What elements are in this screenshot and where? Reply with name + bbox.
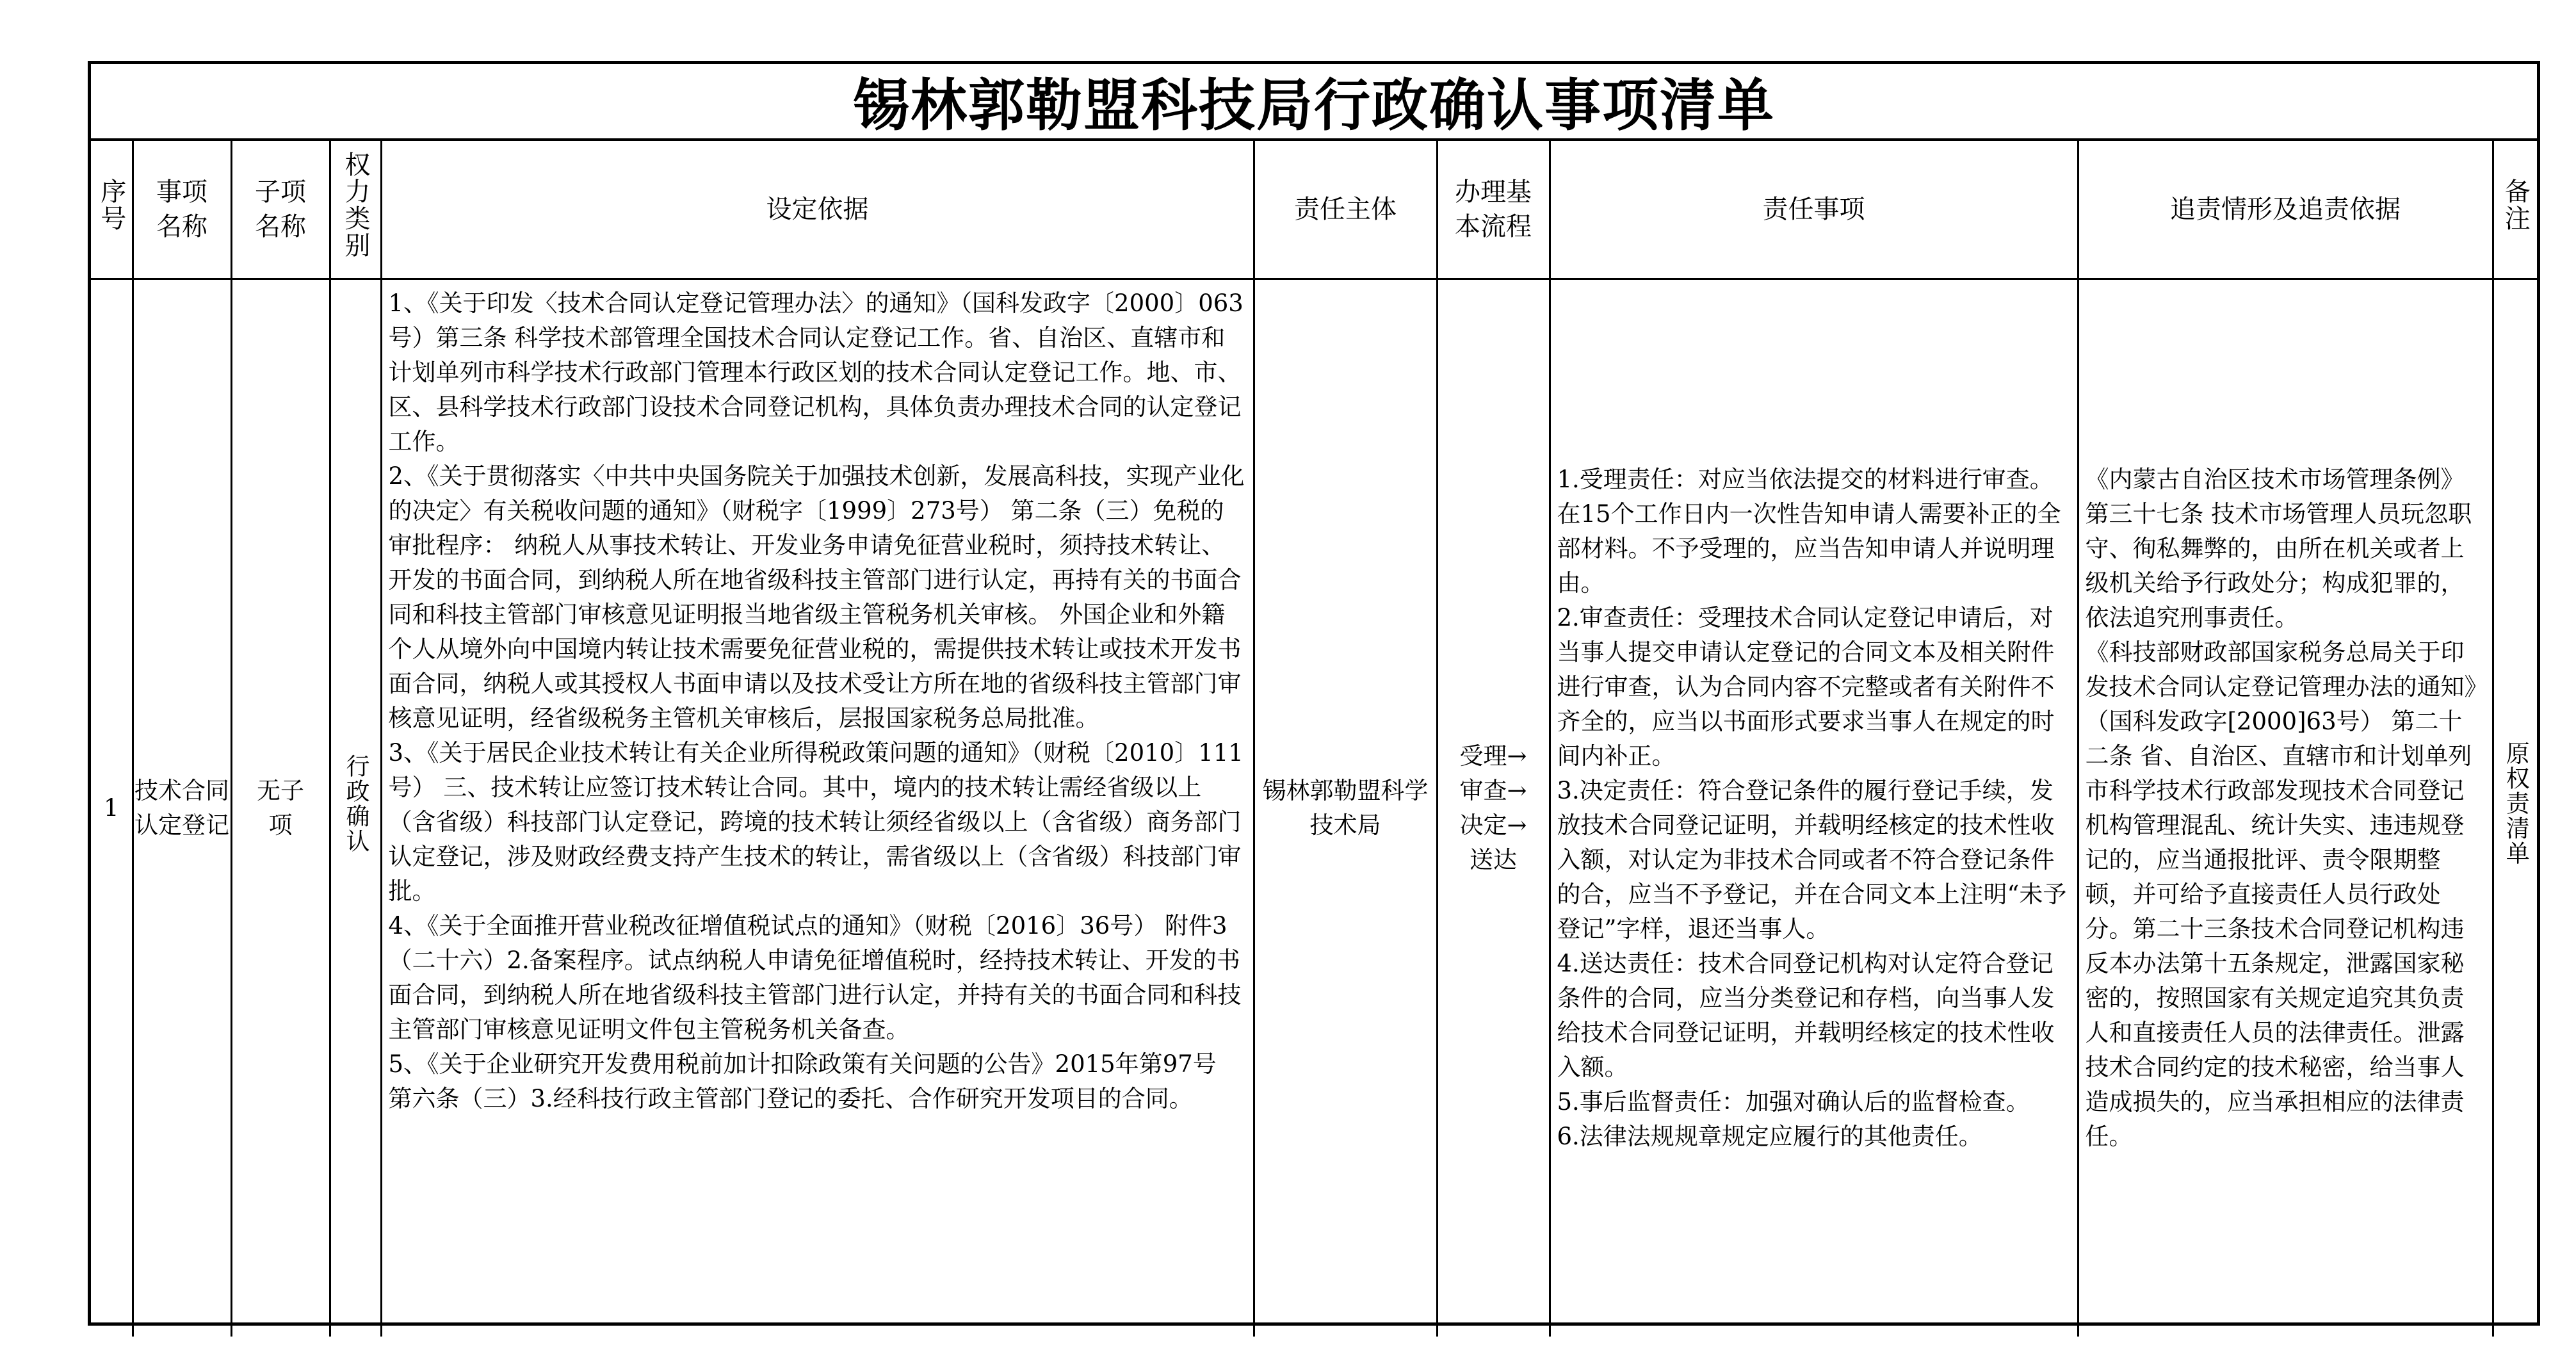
- header-sub-item: 子项名称: [231, 141, 330, 279]
- cell-seq: 1: [91, 279, 133, 1337]
- cell-subject: 锡林郭勒盟科学技术局: [1254, 279, 1437, 1337]
- header-power-type: 权力类别: [330, 141, 381, 279]
- cell-process: 受理→审查→决定→送达: [1437, 279, 1550, 1337]
- page-title: 锡林郭勒盟科技局行政确认事项清单: [91, 64, 2537, 141]
- header-seq: 序号: [91, 141, 133, 279]
- cell-basis: 1、《关于印发〈技术合同认定登记管理办法〉的通知》（国科发政字〔2000〕063号）第三条 科学技术部管理全国技术合同认定登记工作。省、自治区、直辖市和计划单列市科学技术行政部门管理本行政区划的技术合同认定登记工作。地、市、区、县科学技术行政部门设技术合同登记机构，具体负责办理技术合同的认定登记工作。 2、《关于贯彻落实〈中共中央国务院关于加强技术创新，发展高科技，实现产业化的决定〉有关税收问题的通知》（财税字〔1999〕273号） 第二条（三）免税的审批程序： 纳税人从事技术转让、开发业务申请免征营业税时，须持技术转让、开发的书面合同，到纳税人所在地省级科技主管部门进行认定，再持有关的书面合同和科技主管部门审核意见证明报当地省级主管税务机关审核。 外国企业和外籍个人从境外向中国境内转让技术需要免征营业税的，需提供技术转让或技术开发书面合同，纳税人或其授权人书面申请以及技术受让方所在地的省级科技主管部门审核意见证明，经省级税务主管机关审核后，层报国家税务总局批准。 3、《关于居民企业技术转让有关企业所得税政策问题的通知》（财税〔2010〕111号） 三、技术转让应签订技术转让合同。其中，境内的技术转让需经省级以上（含省级）科技部门认定登记，跨境的技术转让须经省级以上（含省级）商务部门认定登记，涉及财政经费支持产生技术的转让，需省级以上（含省级）科技部门审批。 4、《关于全面推开营业税改征增值税试点的通知》（财税〔2016〕36号） 附件3（二十六）2.备案程序。试点纳税人申请免征增值税时，经持技术转让、开发的书面合同，到纳税人所在地省级科技主管部门进行认定，并持有关的书面合同和科技主管部门审核意见证明文件包主管税务机关备查。 5、《关于企业研究开发费用税前加计扣除政策有关问题的公告》2015年第97号 第六条（三）3.经科技行政主管部门登记的委托、合作研究开发项目的合同。: [381, 279, 1254, 1337]
- header-subject: 责任主体: [1254, 141, 1437, 279]
- header-basis: 设定依据: [381, 141, 1254, 279]
- table-header-row: [91, 141, 2537, 279]
- header-accountability: 追责情形及追责依据: [2078, 141, 2493, 279]
- table-row: [91, 279, 2537, 1337]
- header-process: 办理基本流程: [1437, 141, 1550, 279]
- header-item-name: 事项名称: [133, 141, 231, 279]
- cell-item-name: 技术合同认定登记: [133, 279, 231, 1337]
- cell-accountability: 《内蒙古自治区技术市场管理条例》第三十七条 技术市场管理人员玩忽职守、徇私舞弊的，由所在机关或者上级机关给予行政处分；构成犯罪的，依法追究刑事责任。 《科技部财政部国家税务总局关于印发技术合同认定登记管理办法的通知》（国科发政字[2000]63号） 第二十二条 省、自治区、直辖市和计划单列市科学技术行政部发现技术合同登记机构管理混乱、统计失实、违违规登记的，应当通报批评、责令限期整顿，并可给予直接责任人员行政处分。第二十三条技术合同登记机构违反本办法第十五条规定，泄露国家秘密的，按照国家有关规定追究其负责人和直接责任人员的法律责任。泄露技术合同约定的技术秘密，给当事人造成损失的，应当承担相应的法律责任。: [2078, 279, 2493, 1337]
- cell-remark: 原权责清单: [2493, 279, 2537, 1337]
- cell-power-type: 行政确认: [330, 279, 381, 1337]
- confirmation-list-sheet: [88, 61, 2540, 1326]
- header-remark: 备注: [2493, 141, 2537, 279]
- cell-sub-item: 无子项: [231, 279, 330, 1337]
- header-duties: 责任事项: [1550, 141, 2078, 279]
- items-table: [91, 141, 2537, 1337]
- cell-duties: 1.受理责任：对应当依法提交的材料进行审查。在15个工作日内一次性告知申请人需要补正的全部材料。不予受理的，应当告知申请人并说明理由。 2.审查责任：受理技术合同认定登记申请后，对当事人提交申请认定登记的合同文本及相关附件进行审查，认为合同内容不完整或者有关附件不齐全的，应当以书面形式要求当事人在规定的时间内补正。 3.决定责任：符合登记条件的履行登记手续，发放技术合同登记证明，并载明经核定的技术性收入额，对认定为非技术合同或者不符合登记条件的合，应当不予登记，并在合同文本上注明“未予登记”字样，退还当事人。 4.送达责任：技术合同登记机构对认定符合登记条件的合同，应当分类登记和存档，向当事人发给技术合同登记证明，并载明经核定的技术性收入额。 5.事后监督责任：加强对确认后的监督检查。 6.法律法规规章规定应履行的其他责任。: [1550, 279, 2078, 1337]
